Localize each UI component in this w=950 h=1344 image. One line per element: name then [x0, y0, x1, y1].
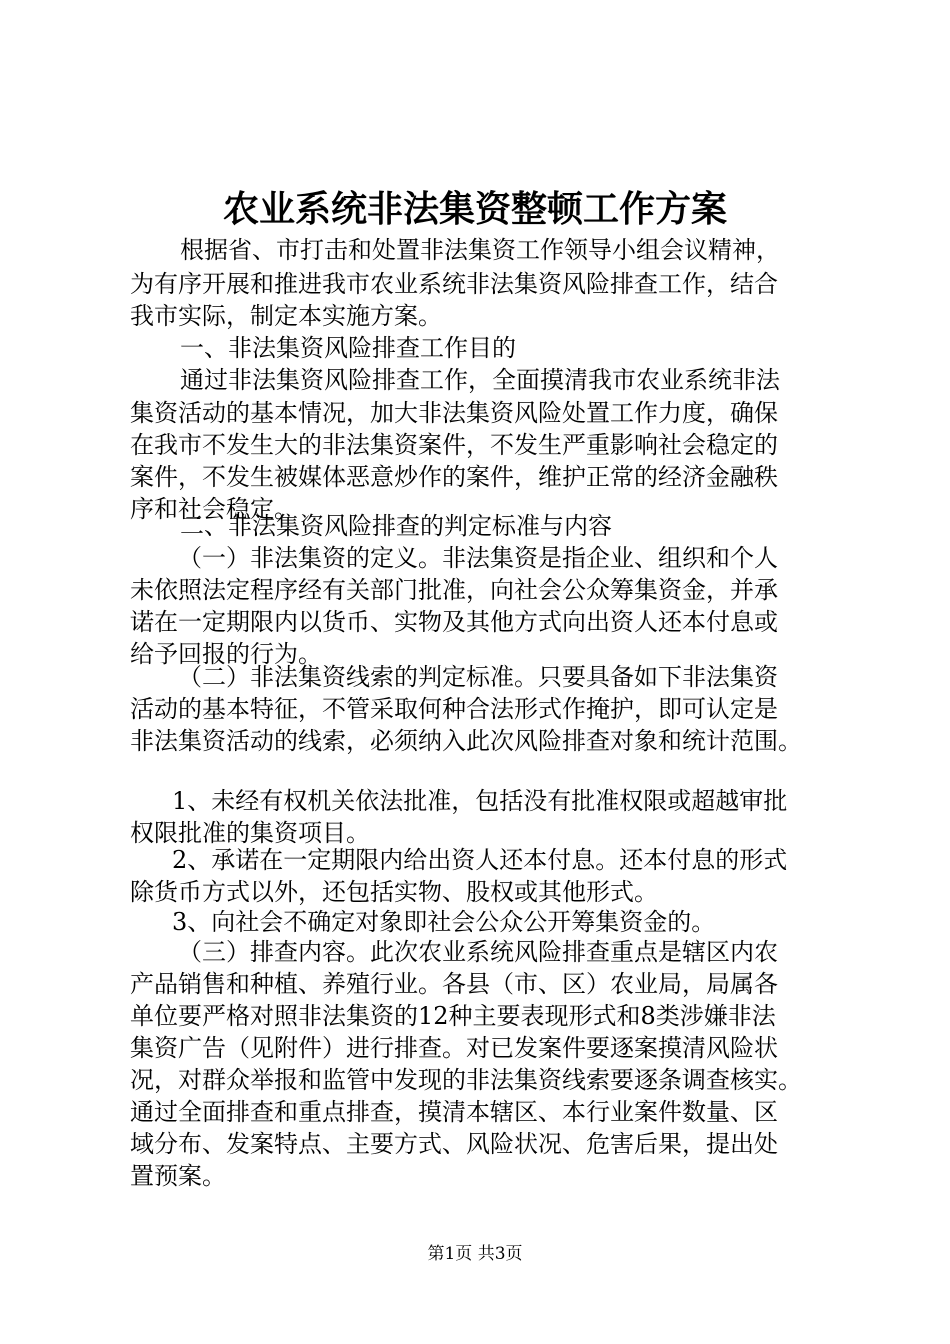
text-line: 在我市不发生大的非法集资案件，不发生严重影响社会稳定的 — [130, 431, 778, 459]
page-title: 农业系统非法集资整顿工作方案 — [222, 188, 727, 230]
list-item: 3、向社会不确定对象即社会公众公开筹集资金的。 — [172, 908, 716, 936]
text-line: （一）非法集资的定义。非法集资是指企业、组织和个人 — [178, 544, 778, 572]
text-line: 活动的基本特征，不管采取何种合法形式作掩护，即可认定是 — [130, 695, 778, 723]
text-line: 集资活动的基本情况，加大非法集资风险处置工作力度，确保 — [130, 399, 778, 427]
text-line: （二）非法集资线索的判定标准。只要具备如下非法集资 — [178, 663, 778, 691]
text-line: 置预案。 — [130, 1162, 226, 1190]
text-line: （三）排查内容。此次农业系统风险排查重点是辖区内农 — [178, 938, 778, 966]
text-line: 未依照法定程序经有关部门批准，向社会公众筹集资金，并承 — [130, 576, 778, 604]
text-line: 通过全面排查和重点排查，摸清本辖区、本行业案件数量、区 — [130, 1098, 778, 1126]
text-line: 域分布、发案特点、主要方式、风险状况、危害后果，提出处 — [130, 1130, 778, 1158]
text-line: 通过非法集资风险排查工作，全面摸清我市农业系统非法 — [180, 366, 780, 394]
section-heading: 二、非法集资风险排查的判定标准与内容 — [180, 512, 612, 540]
section-heading: 一、非法集资风险排查工作目的 — [180, 334, 516, 362]
text-line: 根据省、市打击和处置非法集资工作领导小组会议精神， — [180, 236, 780, 264]
text-line: 我市实际，制定本实施方案。 — [130, 302, 442, 330]
list-item-continued: 除货币方式以外，还包括实物、股权或其他形式。 — [130, 878, 658, 906]
text-line: 产品销售和种植、养殖行业。各县（市、区）农业局，局属各 — [130, 970, 778, 998]
text-line: 诺在一定期限内以货币、实物及其他方式向出资人还本付息或 — [130, 608, 778, 636]
list-item-continued: 权限批准的集资项目。 — [130, 819, 370, 847]
text-line: 案件，不发生被媒体恶意炒作的案件，维护正常的经济金融秩 — [130, 463, 778, 491]
page-footer: 第1页 共3页 — [427, 1244, 523, 1264]
text-line: 况，对群众举报和监管中发现的非法集资线索要逐条调查核实。 — [130, 1066, 802, 1094]
text-line: 序和社会稳定。 — [130, 495, 298, 523]
text-line: 集资广告（见附件）进行排查。对已发案件要逐案摸清风险状 — [130, 1034, 778, 1062]
list-item: 2、承诺在一定期限内给出资人还本付息。还本付息的形式 — [172, 846, 788, 874]
list-item: 1、未经有权机关依法批准，包括没有批准权限或超越审批 — [172, 787, 788, 815]
text-line: 非法集资活动的线索，必须纳入此次风险排查对象和统计范围。 — [130, 727, 802, 755]
text-line: 单位要严格对照非法集资的12种主要表现形式和8类涉嫌非法 — [130, 1002, 776, 1030]
text-line: 为有序开展和推进我市农业系统非法集资风险排查工作，结合 — [130, 270, 778, 298]
text-line: 给予回报的行为。 — [130, 640, 322, 668]
